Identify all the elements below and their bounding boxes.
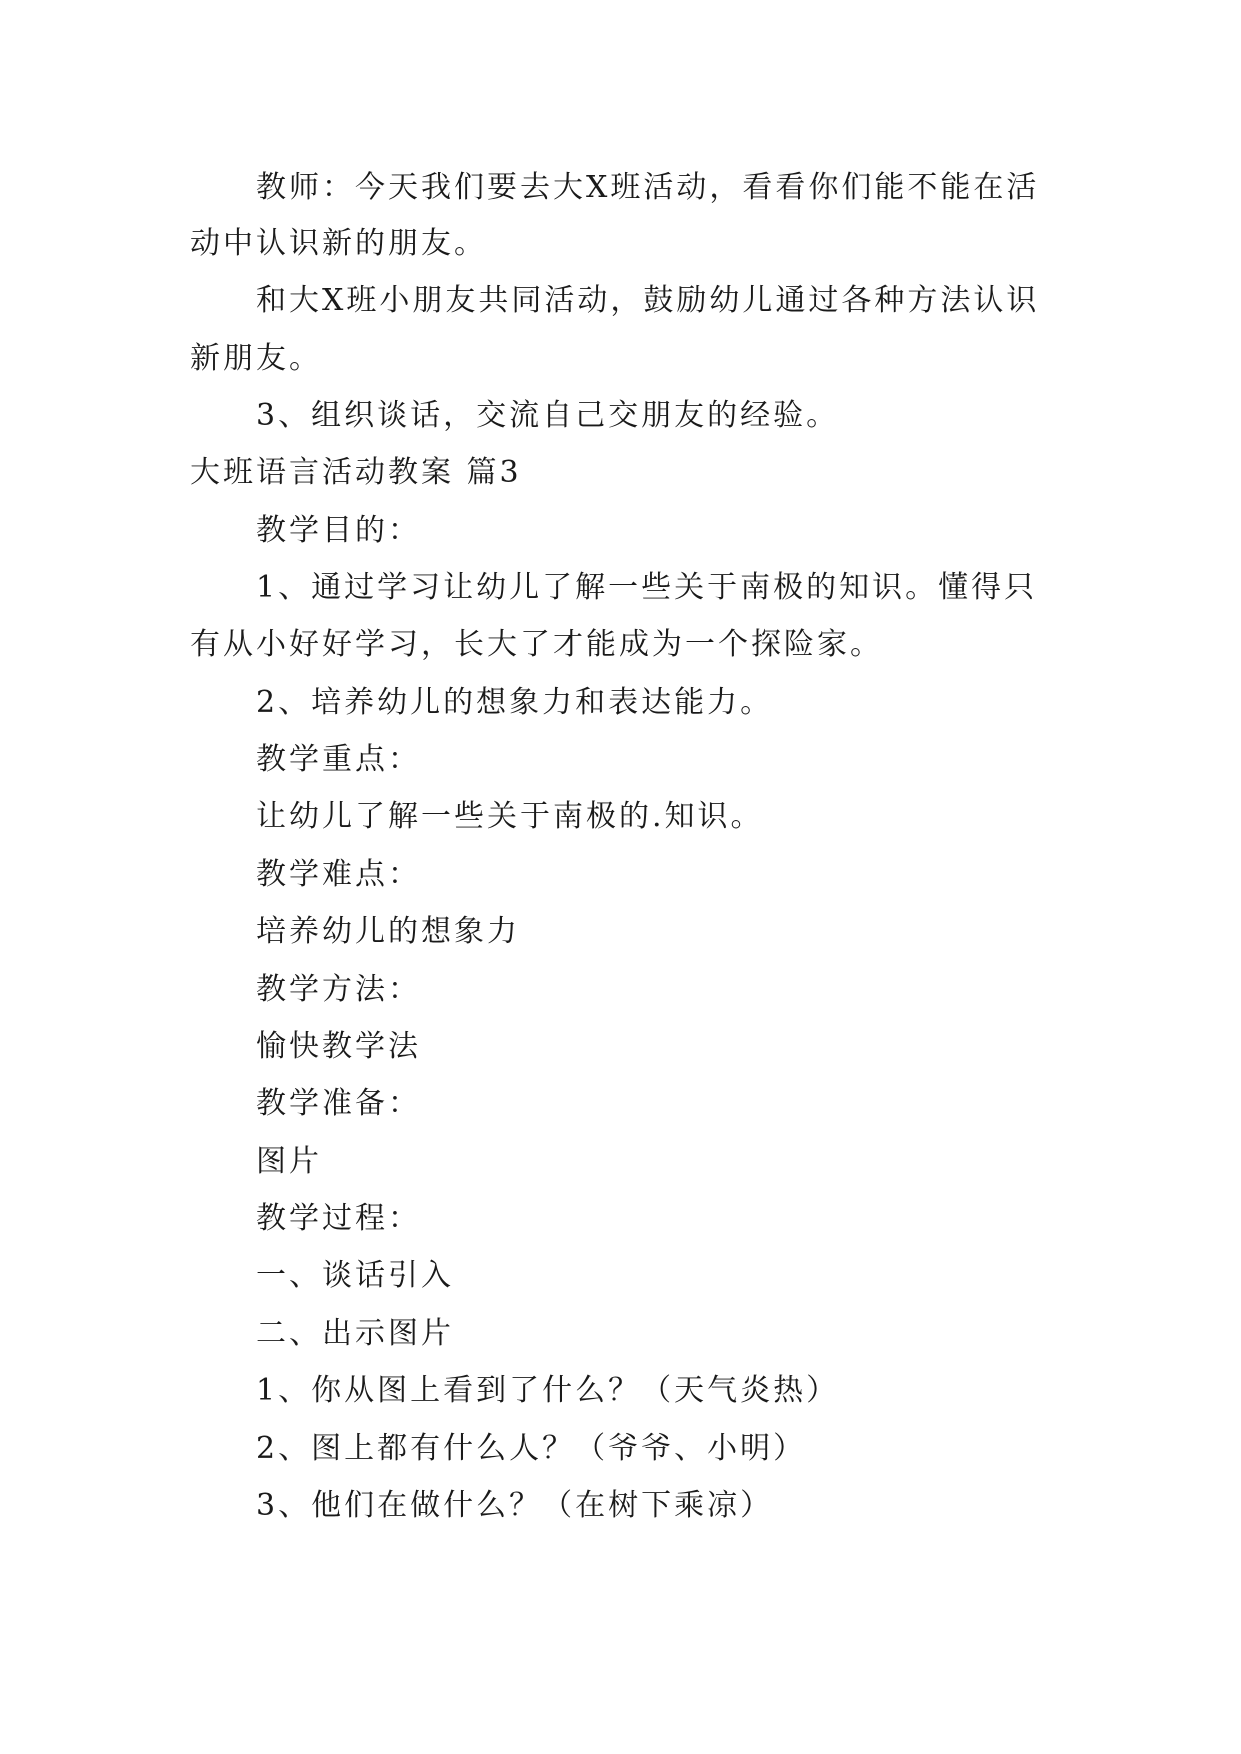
paragraph-line: 教师：今天我们要去大X班活动，看看你们能不能在活	[256, 170, 1040, 205]
paragraph-line: 让幼儿了解一些关于南极的.知识。	[256, 799, 764, 834]
paragraph-line: 教学目的：	[256, 513, 421, 548]
paragraph-line: 新朋友。	[190, 341, 322, 376]
paragraph-line: 3、组织谈话，交流自己交朋友的经验。	[256, 398, 840, 433]
paragraph-line: 2、图上都有什么人？（爷爷、小明）	[256, 1431, 807, 1466]
paragraph-line: 3、他们在做什么？（在树下乘凉）	[256, 1488, 774, 1523]
paragraph-line: 教学重点：	[256, 742, 421, 777]
paragraph-line: 教学准备：	[256, 1086, 421, 1121]
paragraph-line: 二、出示图片	[256, 1316, 454, 1351]
paragraph-line: 有从小好好学习，长大了才能成为一个探险家。	[190, 627, 883, 662]
paragraph-line: 一、谈话引入	[256, 1258, 454, 1293]
paragraph-line: 动中认识新的朋友。	[190, 226, 487, 261]
paragraph-line: 图片	[256, 1144, 322, 1179]
paragraph-line: 1、通过学习让幼儿了解一些关于南极的知识。懂得只	[256, 570, 1038, 605]
paragraph-line: 愉快教学法	[256, 1029, 421, 1064]
paragraph-line: 1、你从图上看到了什么？（天气炎热）	[256, 1373, 840, 1408]
paragraph-line: 教学难点：	[256, 857, 421, 892]
paragraph-line: 和大X班小朋友共同活动，鼓励幼儿通过各种方法认识	[256, 283, 1040, 318]
paragraph-line: 培养幼儿的想象力	[256, 914, 520, 949]
paragraph-line: 教学过程：	[256, 1201, 421, 1236]
section-heading: 大班语言活动教案 篇3	[190, 455, 522, 490]
paragraph-line: 2、培养幼儿的想象力和表达能力。	[256, 685, 774, 720]
paragraph-line: 教学方法：	[256, 972, 421, 1007]
